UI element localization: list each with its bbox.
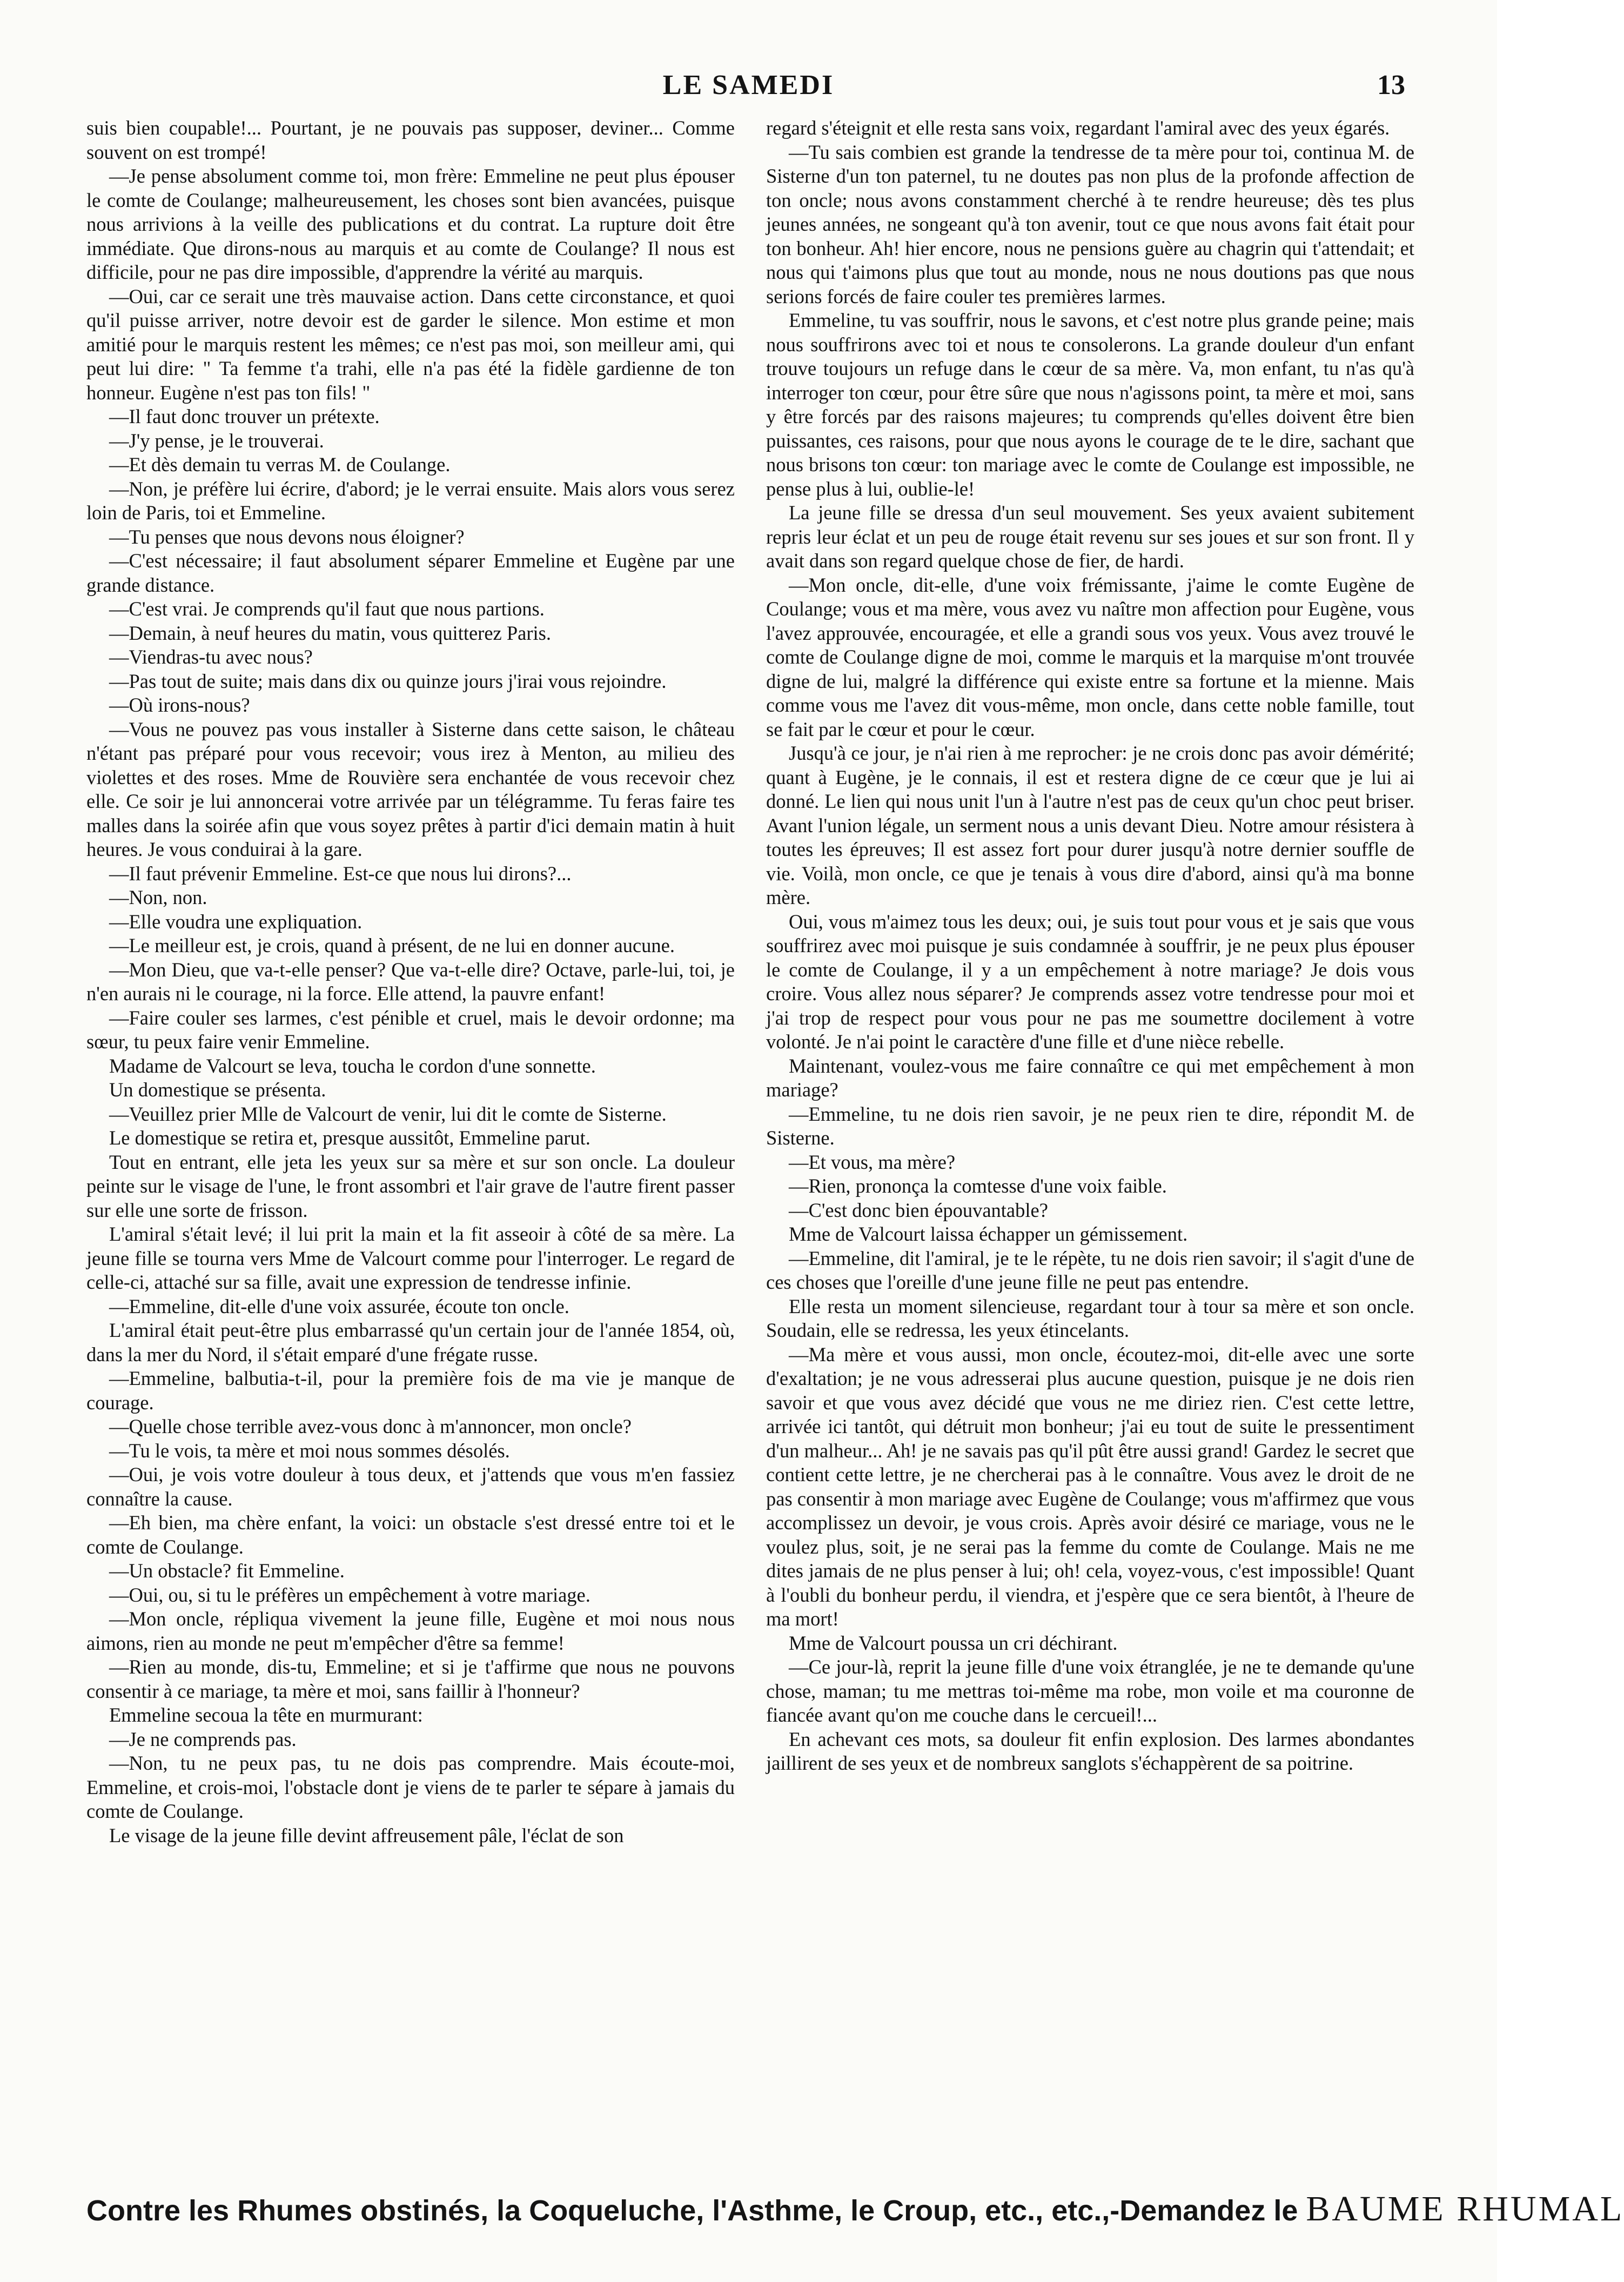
paragraph: —Oui, ou, si tu le préfères un empêchement à votre mariage. [109,1583,590,1606]
paragraph: —C'est vrai. Je comprends qu'il faut que nous partions. [109,598,545,620]
paragraph: regard s'éteignit et elle resta sans voix, regardant l'amiral avec des yeux égarés. [766,117,1390,139]
paragraph: Mme de Valcourt poussa un cri déchirant. [789,1631,1118,1654]
paragraph: —Ma mère et vous aussi, mon oncle, écoutez-moi, dit-elle avec une sorte d'exaltation; je ne vous adresserai plus aucune question, puisque je ne dois rien savoir et que vous avez décidé que vous ne me diriez rien. C'est cette lettre, arrivée ici tantôt, qui détruit mon bonheur; j'ai eu tout de suite le pressentiment d'un malheur... Ah! je ne savais pas qu'il pût être aussi grand! Gardez le secret que contient cette lettre, je ne chercherai pas à le connaître. Vous avez le droit de ne pas consentir à mon mariage avec Eugène de Coulange; vous m'affirmez que vous accomplissez un devoir, je vous crois. Après avoir désiré ce mariage, vous ne le voulez plus, soit, je ne serai pas la femme du comte de Coulange. Mais ne me dites jamais de ne plus penser à lui; oh! cela, voyez-vous, c'est impossible! Quant à l'oubli du bonheur perdu, il viendra, et j'espère que ce sera bientôt, à l'heure de ma mort! [766,1343,1414,1630]
ad-text: Contre les Rhumes obstinés, la Coqueluche, l'Asthme, le Croup, etc., etc., [86,2194,1110,2227]
paragraph: Madame de Valcourt se leva, toucha le cordon d'une sonnette. [109,1054,596,1077]
paragraph: En achevant ces mots, sa douleur fit enfin explosion. Des larmes abondantes jaillirent de ses yeux et de nombreux sanglots s'échappèrent de sa poitrine. [766,1728,1414,1774]
paragraph: L'amiral s'était levé; il lui prit la main et la fit asseoir à côté de sa mère. La jeune fille se tourna vers Mme de Valcourt comme pour l'interroger. Le regard de celle-ci, attaché sur sa fille, avait une expression de tendresse infinie. [86,1223,735,1293]
paragraph: —Mon oncle, répliqua vivement la jeune fille, Eugène et moi nous nous aimons, rien au monde ne peut m'empêcher d'être sa femme! [86,1608,735,1654]
paragraph: —Oui, car ce serait une très mauvaise action. Dans cette circonstance, et quoi qu'il puisse arriver, notre devoir est de garder le silence. Mon estime et mon amitié pour le marquis restent les mêmes; ce n'est pas moi, son meilleur ami, qui peut lui dire: " Ta femme t'a trahi, elle n'a pas été la fidèle gardienne de ton honneur. Eugène n'est pas ton fils! " [86,285,735,404]
paragraph: —Mon oncle, dit-elle, d'une voix frémissante, j'aime le comte Eugène de Coulange; vous et ma mère, vous avez vu naître mon affection pour Eugène, vous l'avez approuvée, encouragée, et elle a grandi sous vos yeux. Vous avez trouvé le comte de Coulange digne de moi, comme le marquis et la marquise m'ont trouvée digne de lui, malgré la différence qui existe entre sa fortune et la mienne. Mais comme vous me l'avez dit vous-même, mon oncle, dans cette noble famille, tout se fait par le cœur et pour le cœur. [766,573,1414,740]
paragraph: —Je pense absolument comme toi, mon frère: Emmeline ne peut plus épouser le comte de Coulange; malheureusement, les choses sont bien avancées, puisque nous arrivions à la veille des publications et du contrat. La rupture doit être immédiate. Que dirons-nous au marquis et au comte de Coulange? Il nous est difficile, pour ne pas dire impossible, d'apprendre la vérité au marquis. [86,165,735,283]
paragraph: —Tu le vois, ta mère et moi nous sommes désolés. [109,1439,510,1462]
paragraph: —Vous ne pouvez pas vous installer à Sisterne dans cette saison, le château n'étant pas préparé pour vous recevoir; vous irez à Menton, au milieu des violettes et des roses. Mme de Rouvière sera enchantée de vous recevoir chez elle. Ce soir je lui annoncerai votre arrivée par un télégramme. Tu feras faire tes malles dans la soirée afin que vous soyez prêtes à partir d'ici demain matin à huit heures. Je vous conduirai à la gare. [86,718,735,860]
paragraph: —Elle voudra une expliquation. [109,910,363,933]
paragraph: —Non, non. [109,886,207,908]
paragraph: Le domestique se retira et, presque aussitôt, Emmeline parut. [109,1127,590,1149]
paragraph: suis bien coupable!... Pourtant, je ne pouvais pas supposer, deviner... Comme souvent on est trompé! [86,117,735,163]
paragraph: —Oui, je vois votre douleur à tous deux, et j'attends que vous m'en fassiez connaître la cause. [86,1463,735,1510]
paragraph: Le visage de la jeune fille devint affreusement pâle, l'éclat de son [109,1824,624,1846]
footer-advertisement [86,2189,1624,2230]
paragraph: —Tu sais combien est grande la tendresse de ta mère pour toi, continua M. de Sisterne d'un ton paternel, tu ne doutes pas non plus de la profonde affection de ton oncle; nous avons constamment cherché à te rendre heureuse; dès tes plus jeunes années, ne songeant qu'à ton avenir, tout ce que nous avons fait était pour ton bonheur. Ah! hier encore, nous ne pensions guère au chagrin qui t'attendait; et nous qui t'aimons plus que tout au monde, nous ne nous doutions pas que nous serions forcés de faire couler tes premières larmes. [766,140,1414,307]
paragraph: —Et dès demain tu verras M. de Coulange. [109,453,451,476]
paragraph: —Emmeline, dit-elle d'une voix assurée, écoute ton oncle. [109,1295,569,1317]
paragraph: —Emmeline, dit l'amiral, je te le répète, tu ne dois rien savoir; il s'agit d'une de ces choses que l'oreille d'une jeune fille ne peut pas entendre. [766,1247,1414,1293]
paragraph: —Quelle chose terrible avez-vous donc à m'annoncer, mon oncle? [109,1415,632,1437]
paragraph: —Tu penses que nous devons nous éloigner? [109,525,465,548]
ad-call: Demandez le [1119,2194,1298,2227]
paragraph: —Et vous, ma mère? [789,1150,956,1173]
paragraph: —Non, tu ne peux pas, tu ne dois pas comprendre. Mais écoute-moi, Emmeline, et crois-moi, l'obstacle dont je viens de te parler te sépare à jamais du comte de Coulange. [86,1752,735,1822]
paragraph: —Il faut prévenir Emmeline. Est-ce que nous lui dirons?... [109,862,572,885]
paragraph: —Je ne comprends pas. [109,1728,297,1750]
paragraph: —Le meilleur est, je crois, quand à présent, de ne lui en donner aucune. [109,934,675,956]
page-number: 13 [1377,70,1405,101]
ad-product-name: BAUME RHUMAL [1306,2189,1624,2229]
paragraph: —Ce jour-là, reprit la jeune fille d'une voix étranglée, je ne te demande qu'une chose, maman; tu me mettras toi-même ma robe, mon voile et ma couronne de fiancée avant qu'on me couche dans le cercueil!... [766,1656,1414,1726]
paragraph: Oui, vous m'aimez tous les deux; oui, je suis tout pour vous et je sais que vous souffrirez avec moi puisque je suis condamnée à souffrir, je ne peux plus épouser le comte de Coulange, il y a un empêchement à notre mariage? Je dois vous croire. Vous allez nous séparer? Je comprends assez votre tendresse pour moi et j'ai trop de respect pour vous pour ne pas me soumettre docilement à votre volonté. Je n'ai point le caractère d'une fille et d'une nièce rebelle. [766,910,1414,1053]
paragraph: Emmeline secoua la tête en murmurant: [109,1704,423,1726]
paragraph: —J'y pense, je le trouverai. [109,429,324,452]
paragraph: Un domestique se présenta. [109,1079,326,1101]
paragraph: —Eh bien, ma chère enfant, la voici: un obstacle s'est dressé entre toi et le comte de Coulange. [86,1511,735,1558]
page-header-title: LE SAMEDI [662,70,835,101]
left-text-column [86,116,735,2145]
paragraph: —Pas tout de suite; mais dans dix ou quinze jours j'irai vous rejoindre. [109,670,667,692]
paragraph: —Rien, prononça la comtesse d'une voix faible. [789,1175,1167,1197]
paragraph: Elle resta un moment silencieuse, regardant tour à tour sa mère et son oncle. Soudain, elle se redressa, les yeux étincelants. [766,1295,1414,1341]
paragraph: —C'est donc bien épouvantable? [789,1199,1048,1221]
paragraph: —Non, je préfère lui écrire, d'abord; je le verrai ensuite. Mais alors vous serez loin de Paris, toi et Emmeline. [86,477,735,524]
paragraph: L'amiral était peut-être plus embarrassé qu'un certain jour de l'année 1854, où, dans la mer du Nord, il s'était emparé d'une frégate russe. [86,1319,735,1366]
paragraph: —Demain, à neuf heures du matin, vous quitterez Paris. [109,621,551,644]
paragraph: —Viendras-tu avec nous? [109,646,313,668]
paragraph: Tout en entrant, elle jeta les yeux sur sa mère et sur son oncle. La douleur peinte sur le visage de l'une, le front assombri et l'air grave de l'autre firent passer sur elle une sorte de frisson. [86,1150,735,1221]
paragraph: —Faire couler ses larmes, c'est pénible et cruel, mais le devoir ordonne; ma sœur, tu peux faire venir Emmeline. [86,1006,735,1053]
paragraph: —Emmeline, tu ne dois rien savoir, je ne peux rien te dire, répondit M. de Sisterne. [766,1102,1414,1149]
paragraph: Emmeline, tu vas souffrir, nous le savons, et c'est notre plus grande peine; mais nous souffrirons avec toi et nous te consolerons. La grande douleur d'un enfant trouve toujours un refuge dans le cœur de sa mère. Va, mon enfant, tu n'as qu'à interroger ton cœur, pour être sûre que nous n'agissons point, ta mère et moi, sans y être forcés par des raisons majeures; tu comprends qu'elles doivent être bien puissantes, ces raisons, pour que nous ayons le courage de te le dire, sachant que nous brisons ton cœur: ton mariage avec le comte de Coulange est impossible, ne pense plus à lui, oublie-le! [766,309,1414,500]
paragraph: —Il faut donc trouver un prétexte. [109,405,380,427]
paragraph: Mme de Valcourt laissa échapper un gémissement. [789,1223,1188,1245]
ad-separator: - [1110,2194,1120,2227]
paragraph: —Où irons-nous? [109,694,250,716]
paragraph: La jeune fille se dressa d'un seul mouvement. Ses yeux avaient subitement repris leur éclat et un peu de rouge était revenu sur ses joues et sur son front. Il y avait dans son regard quelque chose de fier, de hardi. [766,501,1414,572]
paragraph: —C'est nécessaire; il faut absolument séparer Emmeline et Eugène par une grande distance. [86,550,735,596]
paragraph: —Rien au monde, dis-tu, Emmeline; et si je t'affirme que nous ne pouvons consentir à ce mariage, ta mère et moi, sans faillir à l'honneur? [86,1656,735,1702]
paragraph: —Un obstacle? fit Emmeline. [109,1560,345,1582]
paragraph: Jusqu'à ce jour, je n'ai rien à me reprocher: je ne crois donc pas avoir démérité; quant à Eugène, je le connais, il est et restera digne de ce cœur que je lui ai donné. Le lien qui nous unit l'un à l'autre n'est pas de ceux qu'un choc peut briser. Avant l'union légale, un serment nous a unis devant Dieu. Notre amour résistera à toutes les épreuves; Il est assez fort pour durer jusqu'à notre dernier souffle de vie. Voilà, mon oncle, ce que je tenais à vous dire d'abord, ainsi qu'à ma bonne mère. [766,742,1414,908]
paragraph: Maintenant, voulez-vous me faire connaître ce qui met empêchement à mon mariage? [766,1054,1414,1101]
paragraph: —Emmeline, balbutia-t-il, pour la première fois de ma vie je manque de courage. [86,1367,735,1414]
right-text-column [766,116,1414,2145]
paragraph: —Mon Dieu, que va-t-elle penser? Que va-t-elle dire? Octave, parle-lui, toi, je n'en aurais ni le courage, ni la force. Elle attend, la pauvre enfant! [86,958,735,1005]
paragraph: —Veuillez prier Mlle de Valcourt de venir, lui dit le comte de Sisterne. [109,1102,667,1125]
